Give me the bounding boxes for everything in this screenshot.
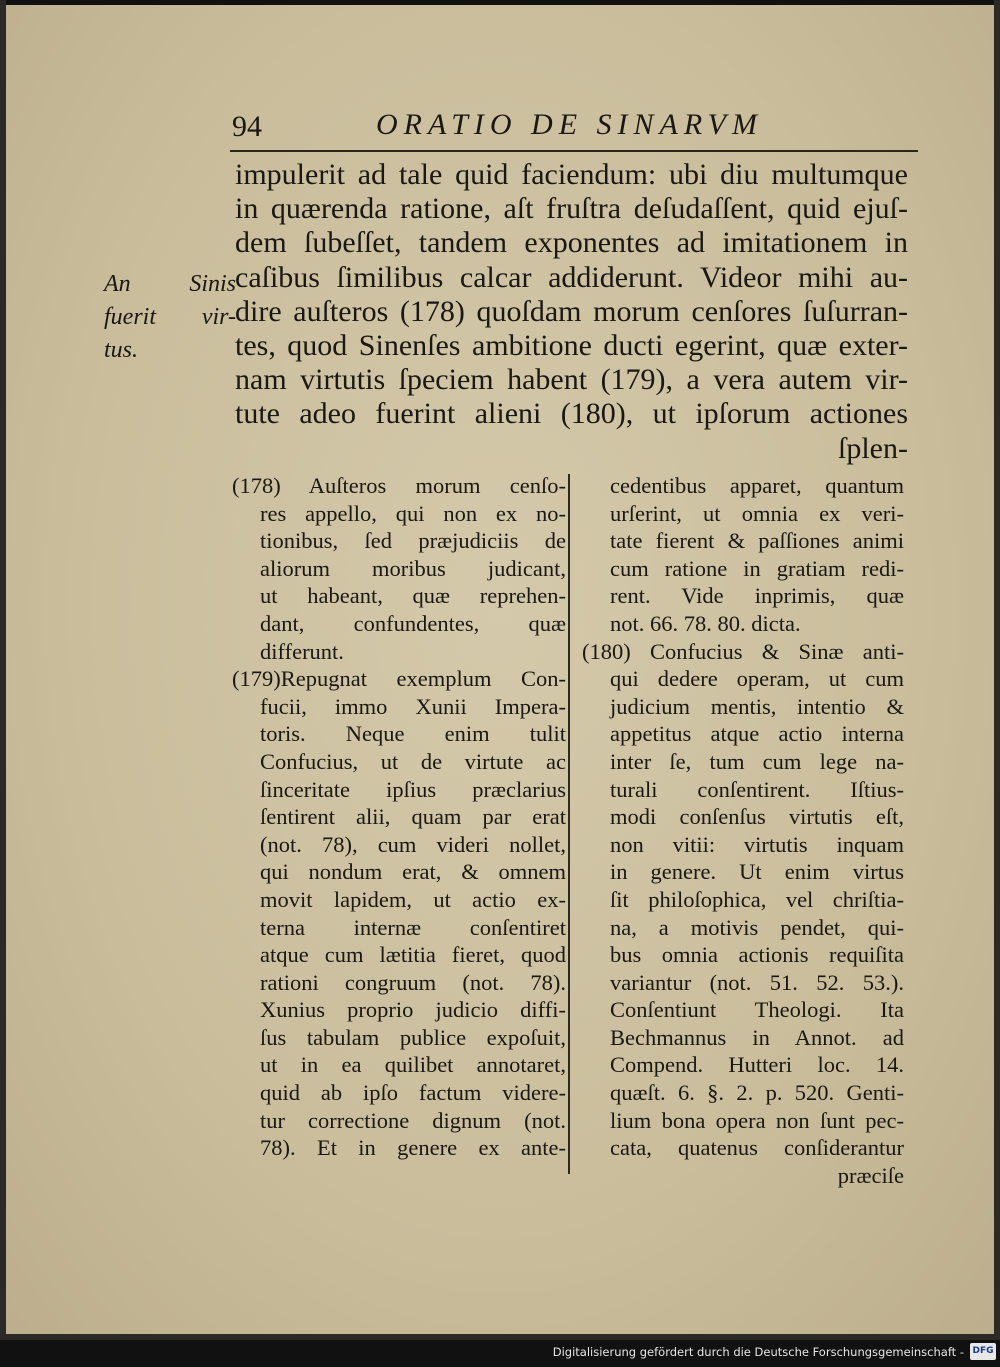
footnote-line: toris. Neque enim tulit <box>260 721 566 747</box>
footnote-line: atque cum lætitia fieret, quod <box>260 942 566 968</box>
footnote-line: ſentirent alii, quam par erat <box>260 804 566 830</box>
margin-note-line: fuerit vir- <box>104 304 236 330</box>
footnote-line: ſinceritate ipſius præclarius <box>260 776 566 802</box>
footnote-line: (179)Repugnat exemplum Con- <box>232 666 566 692</box>
margin-note-line: An Sinis <box>104 271 236 297</box>
footnote-line: Confucius, ut de virtute ac <box>260 748 566 774</box>
running-head-title: ORATIO DE SINARVM <box>376 108 763 141</box>
footnote-line: ut in ea quilibet annotaret, <box>260 1052 566 1078</box>
footnote-line: cum ratione in gratiam redi- <box>610 555 904 581</box>
footnote-line: turali conſentirent. Iſtius- <box>610 776 904 802</box>
scan-border-right <box>994 0 1000 1340</box>
footnote-line: Xunius proprio judicio diffi- <box>260 997 566 1023</box>
footnote-line: variantur (not. 51. 52. 53.). <box>610 969 904 995</box>
footnote-line: qui nondum erat, & omnem <box>260 859 566 885</box>
running-head <box>230 106 920 150</box>
footnote-line: modi conſenſus virtutis eſt, <box>610 804 904 830</box>
footnotes-right-column <box>582 472 904 1189</box>
footnote-line: bus omnia actionis requiſita <box>610 942 904 968</box>
footnote-line: Conſentiunt Theologi. Ita <box>610 997 904 1023</box>
margin-note <box>104 268 236 367</box>
footnote-line: Compend. Hutteri loc. 14. <box>610 1052 904 1078</box>
footnote-line: in genere. Ut enim virtus <box>610 859 904 885</box>
footnote-line: ſit philoſophica, vel chriſtia- <box>610 886 904 912</box>
footnote-line: judicium mentis, intentio & <box>610 693 904 719</box>
footnote-line: ut habeant, quæ reprehen- <box>260 583 566 609</box>
page-number: 94 <box>232 110 262 143</box>
digitization-credit: Digitalisierung gefördert durch die Deutsche Forschungsgemeinschaft - <box>552 1345 964 1359</box>
dfg-logo-icon: DFG <box>970 1343 996 1360</box>
text-line: dem ſubeſſet, tandem exponentes ad imitationem in <box>235 226 908 260</box>
scan-border-top <box>0 0 1000 5</box>
footnote-line: ſus tabulam publice expoſuit, <box>260 1024 566 1050</box>
footnote-line: (not. 78), cum videri nollet, <box>260 831 566 857</box>
footnote-line: lium bona opera non ſunt pec- <box>610 1107 904 1133</box>
text-line: nam virtutis ſpeciem habent (179), a vera autem vir- <box>235 363 908 397</box>
footnote-line: Bechmannus in Annot. ad <box>610 1024 904 1050</box>
footnote-line: na, a motivis pendet, qui- <box>610 914 904 940</box>
footnote-line: fucii, immo Xunii Impera- <box>260 693 566 719</box>
footnote-line: (180) Confucius & Sinæ anti- <box>582 638 904 664</box>
footnotes-left-column <box>232 472 566 1162</box>
footnote-line: urſerint, ut omnia ex veri- <box>610 500 904 526</box>
text-line: impulerit ad tale quid faciendum: ubi diu multumque <box>235 158 908 191</box>
footnote-line: cedentibus apparet, quantum <box>610 473 904 498</box>
footnote-line: cata, quatenus conſiderantur <box>610 1135 904 1161</box>
footnote-line: res appello, qui non ex no- <box>260 500 566 526</box>
footnote-line: 78). Et in genere ex ante- <box>260 1135 566 1161</box>
footnote-line: quæſt. 6. §. 2. p. 520. Genti- <box>610 1080 904 1106</box>
footnote-line: non vitii: virtutis inquam <box>610 831 904 857</box>
footnote-line: movit lapidem, ut actio ex- <box>260 886 566 912</box>
margin-note-line: tus. <box>104 337 139 363</box>
footnote-line: tur correctione dignum (not. <box>260 1107 566 1133</box>
main-text <box>235 158 908 466</box>
footnote-line: tionibus, ſed præjudiciis de <box>260 528 566 554</box>
footnote-line: tate fierent & paſſiones animi <box>610 528 904 554</box>
footnote-line: dant, confundentes, quæ <box>260 610 566 636</box>
text-line: in quærenda ratione, aſt fruſtra deſudaſſent, quid ejuſ- <box>235 192 908 226</box>
footnote-line: not. 66. 78. 80. dicta. <box>610 610 801 636</box>
text-line: tute adeo fuerint alieni (180), ut ipſorum actiones <box>235 397 908 431</box>
text-line: caſibus ſimilibus calcar addiderunt. Videor mihi au- <box>235 260 908 294</box>
column-divider <box>568 474 570 1174</box>
footnote-line: (178) Auſteros morum cenſo- <box>232 473 566 498</box>
footnote-catchword: præciſe <box>837 1162 904 1188</box>
footnote-line: differunt. <box>260 638 344 664</box>
footnote-line: terna internæ conſentiret <box>260 914 566 940</box>
footnote-line: inter ſe, tum cum lege na- <box>610 748 904 774</box>
text-line: tes, quod Sinenſes ambitione ducti egerint, quæ exter- <box>235 329 908 363</box>
text-line: dire auſteros (178) quoſdam morum cenſores ſuſurran- <box>235 294 908 328</box>
footnote-line: quid ab ipſo factum videre- <box>260 1080 566 1106</box>
footnote-line: aliorum moribus judicant, <box>260 555 566 581</box>
header-rule <box>230 150 918 152</box>
catchword: ſplen- <box>838 431 908 465</box>
footnote-line: rationi congruum (not. 78). <box>260 969 566 995</box>
footnote-line: appetitus atque actio interna <box>610 721 904 747</box>
footnote-line: rent. Vide inprimis, quæ <box>610 583 904 609</box>
footnote-line: qui dedere operam, ut cum <box>610 666 904 692</box>
scan-border-left <box>0 0 6 1340</box>
